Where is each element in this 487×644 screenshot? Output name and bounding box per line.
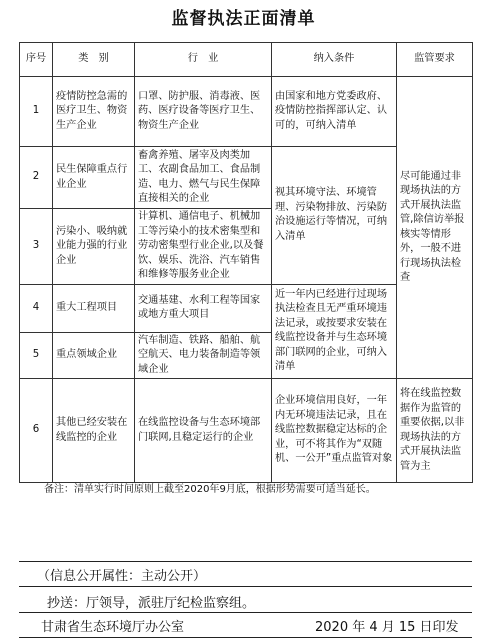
row-index: 3 bbox=[20, 209, 53, 285]
document-footer bbox=[19, 555, 472, 640]
row-condition: 由国家和地方党委政府、疫情防控指挥部认定、认可的，可纳入清单 bbox=[272, 77, 397, 147]
positive-list-table bbox=[19, 42, 473, 483]
row-category: 重大工程项目 bbox=[53, 284, 135, 332]
row-category: 其他已经安装在线监控的企业 bbox=[53, 379, 135, 483]
row-industry: 计算机、通信电子、机械加工等污染小的技术密集型和劳动密集型行业企业,以及餐饮、娱乐、洗浴、汽车销售和维修等服务业企业 bbox=[135, 209, 272, 285]
header-requirement: 监管要求 bbox=[397, 43, 473, 77]
table-header-row bbox=[20, 43, 473, 77]
row-category: 疫情防控急需的医疗卫生、物资生产企业 bbox=[53, 77, 135, 147]
row-index: 6 bbox=[20, 379, 53, 483]
row-requirement: 将在线监控数据作为监管的重要依据,以非现场执法的方式开展执法监管为主 bbox=[397, 379, 473, 483]
row-index: 2 bbox=[20, 147, 53, 209]
row-industry: 在线监控设备与生态环境部门联网,且稳定运行的企业 bbox=[135, 379, 272, 483]
row-industry: 汽车制造、铁路、船舶、航空航天、电力装备制造等领域企业 bbox=[135, 332, 272, 379]
table-row bbox=[20, 379, 473, 483]
header-industry: 行 业 bbox=[135, 43, 272, 77]
disclosure-attribute: （信息公开属性：主动公开） bbox=[37, 569, 207, 584]
table-row bbox=[20, 77, 473, 147]
header-index: 序号 bbox=[20, 43, 53, 77]
row-index: 5 bbox=[20, 332, 53, 379]
table-note: 备注：清单实行时间原则上截至2020年9月底，根据形势需要可适当延长。 bbox=[44, 484, 376, 495]
cc-line: 抄送：厅领导，派驻厅纪检监察组。 bbox=[47, 596, 256, 611]
footer-divider bbox=[19, 637, 472, 638]
row-industry: 交通基建、水利工程等国家或地方重大项目 bbox=[135, 284, 272, 332]
footer-divider bbox=[19, 612, 472, 613]
row-industry: 口罩、防护服、消毒液、医药、医疗设备等医疗卫生、物资生产企业 bbox=[135, 77, 272, 147]
row-category: 民生保障重点行业企业 bbox=[53, 147, 135, 209]
issuing-office: 甘肃省生态环境厅办公室 bbox=[41, 620, 185, 635]
row-condition: 企业环境信用良好，一年内无环境违法记录，且在线监控数据稳定达标的企业，可不将其作为“双随机、一公开”重点监管对象 bbox=[272, 379, 397, 483]
header-condition: 纳入条件 bbox=[272, 43, 397, 77]
row-industry: 畜禽养殖、屠宰及肉类加工、农副食品加工、食品制造、电力、燃气与民生保障直接相关的企业 bbox=[135, 147, 272, 209]
page-title: 监督执法正面清单 bbox=[171, 9, 316, 29]
header-category: 类 别 bbox=[53, 43, 135, 77]
row-category: 重点领域企业 bbox=[53, 332, 135, 379]
row-index: 1 bbox=[20, 77, 53, 147]
condition-merged-2-3: 视其环境守法、环境管理、污染物排放、污染防治设施运行等情况，可纳入清单 bbox=[272, 147, 397, 285]
issue-date: 2020 年 4 月 15 日印发 bbox=[315, 620, 459, 635]
row-category: 污染小、吸纳就业能力强的行业企业 bbox=[53, 209, 135, 285]
requirement-merged: 尽可能通过非现场执法的方式开展执法监管,除信访举报核实等情形外，一般不进行现场执法检查 bbox=[397, 77, 473, 379]
footer-divider bbox=[19, 586, 472, 587]
row-index: 4 bbox=[20, 284, 53, 332]
condition-merged-4-5: 近一年内已经进行过现场执法检查且无严重环境违法记录，或按要求安装在线监控设备并与生态环境部门联网的企业，可纳入清单 bbox=[272, 284, 397, 379]
footer-divider bbox=[19, 561, 472, 562]
